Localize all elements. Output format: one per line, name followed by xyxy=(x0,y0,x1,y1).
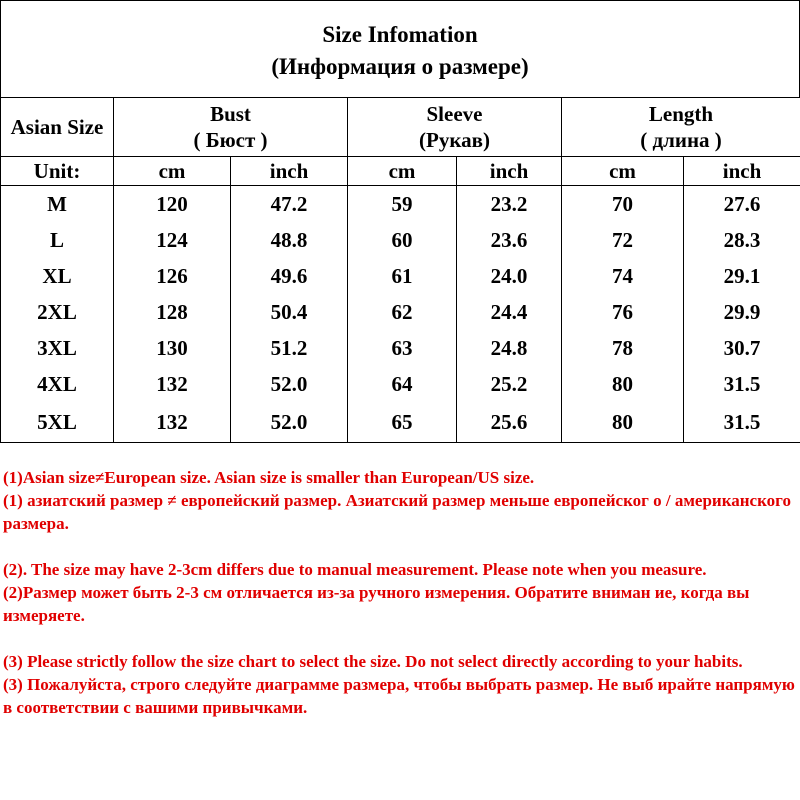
cell-size: XL xyxy=(1,258,114,294)
cell-bust-inch: 49.6 xyxy=(231,258,348,294)
unit-label: Unit: xyxy=(1,157,114,186)
note-1-russian: (1) азиатский размер ≠ европейский размер. Азиатский размер меньше европейског о / американского размера. xyxy=(3,491,791,533)
table-header-row xyxy=(1,98,800,157)
cell-bust-cm: 130 xyxy=(114,330,231,366)
unit-cell: inch xyxy=(231,157,348,186)
cell-bust-inch: 52.0 xyxy=(231,366,348,402)
cell-length-inch: 31.5 xyxy=(684,366,800,402)
cell-length-cm: 72 xyxy=(562,222,684,258)
notes-section xyxy=(3,466,797,719)
cell-sleeve-inch: 24.0 xyxy=(457,258,562,294)
table-row xyxy=(1,186,800,223)
table-row xyxy=(1,222,800,258)
cell-length-inch: 31.5 xyxy=(684,402,800,443)
cell-length-cm: 76 xyxy=(562,294,684,330)
unit-cell: inch xyxy=(684,157,800,186)
note-1-english: (1)Asian size≠European size. Asian size is smaller than European/US size. xyxy=(3,468,535,487)
cell-size: 5XL xyxy=(1,402,114,443)
note-3-english: (3) Please strictly follow the size chart to select the size. Do not select directly according to your habits. xyxy=(3,652,743,671)
cell-sleeve-cm: 64 xyxy=(348,366,457,402)
unit-cell: cm xyxy=(562,157,684,186)
cell-sleeve-inch: 23.2 xyxy=(457,186,562,223)
cell-length-inch: 30.7 xyxy=(684,330,800,366)
header-bust-en: Bust xyxy=(210,102,251,126)
cell-sleeve-inch: 23.6 xyxy=(457,222,562,258)
cell-bust-inch: 47.2 xyxy=(231,186,348,223)
cell-bust-inch: 48.8 xyxy=(231,222,348,258)
cell-length-cm: 78 xyxy=(562,330,684,366)
cell-sleeve-inch: 24.4 xyxy=(457,294,562,330)
cell-sleeve-cm: 61 xyxy=(348,258,457,294)
cell-size: 4XL xyxy=(1,366,114,402)
unit-cell: cm xyxy=(114,157,231,186)
cell-length-cm: 80 xyxy=(562,366,684,402)
cell-bust-cm: 124 xyxy=(114,222,231,258)
table-row xyxy=(1,330,800,366)
cell-length-inch: 27.6 xyxy=(684,186,800,223)
cell-length-inch: 29.9 xyxy=(684,294,800,330)
cell-bust-inch: 50.4 xyxy=(231,294,348,330)
cell-bust-cm: 120 xyxy=(114,186,231,223)
header-asian-size: Asian Size xyxy=(1,98,114,157)
cell-size: 2XL xyxy=(1,294,114,330)
title-box xyxy=(0,0,800,98)
cell-size: L xyxy=(1,222,114,258)
cell-sleeve-inch: 25.6 xyxy=(457,402,562,443)
table-row xyxy=(1,402,800,443)
header-bust xyxy=(114,98,348,157)
header-length-en: Length xyxy=(648,102,714,126)
cell-sleeve-cm: 65 xyxy=(348,402,457,443)
cell-bust-cm: 132 xyxy=(114,366,231,402)
cell-bust-cm: 132 xyxy=(114,402,231,443)
cell-bust-cm: 128 xyxy=(114,294,231,330)
table-row xyxy=(1,366,800,402)
units-row xyxy=(1,157,800,186)
page-title-russian: (Информация о размере) xyxy=(271,54,529,79)
cell-length-cm: 74 xyxy=(562,258,684,294)
note-spacer xyxy=(3,627,797,650)
table-row xyxy=(1,258,800,294)
unit-cell: cm xyxy=(348,157,457,186)
size-rows xyxy=(1,186,800,443)
cell-length-cm: 70 xyxy=(562,186,684,223)
cell-length-inch: 29.1 xyxy=(684,258,800,294)
cell-bust-inch: 52.0 xyxy=(231,402,348,443)
cell-bust-cm: 126 xyxy=(114,258,231,294)
header-sleeve-ru: (Рукав) xyxy=(419,128,490,152)
header-sleeve-en: Sleeve xyxy=(426,102,483,126)
table-row xyxy=(1,294,800,330)
page-title: Size Infomation xyxy=(322,22,478,47)
header-sleeve xyxy=(348,98,562,157)
cell-size: M xyxy=(1,186,114,223)
header-length xyxy=(562,98,800,157)
unit-cell: inch xyxy=(457,157,562,186)
header-length-ru: ( длина ) xyxy=(640,128,722,152)
cell-size: 3XL xyxy=(1,330,114,366)
header-bust-ru: ( Бюст ) xyxy=(193,128,268,152)
cell-sleeve-cm: 62 xyxy=(348,294,457,330)
note-spacer xyxy=(3,535,797,558)
cell-length-inch: 28.3 xyxy=(684,222,800,258)
cell-sleeve-cm: 59 xyxy=(348,186,457,223)
cell-sleeve-inch: 25.2 xyxy=(457,366,562,402)
cell-sleeve-cm: 60 xyxy=(348,222,457,258)
cell-sleeve-cm: 63 xyxy=(348,330,457,366)
cell-length-cm: 80 xyxy=(562,402,684,443)
note-2-english: (2). The size may have 2-3cm differs due to manual measurement. Please note when you measure. xyxy=(3,560,707,579)
note-2-russian: (2)Размер может быть 2-3 см отличается из-за ручного измерения. Обратите вниман ие, когда вы измеряете. xyxy=(3,583,750,625)
note-3-russian: (3) Пожалуйста, строго следуйте диаграмме размера, чтобы выбрать размер. Не выб ирайте напрямую в соответствии с вашими привычками. xyxy=(3,675,795,717)
size-table xyxy=(0,97,800,443)
cell-sleeve-inch: 24.8 xyxy=(457,330,562,366)
cell-bust-inch: 51.2 xyxy=(231,330,348,366)
